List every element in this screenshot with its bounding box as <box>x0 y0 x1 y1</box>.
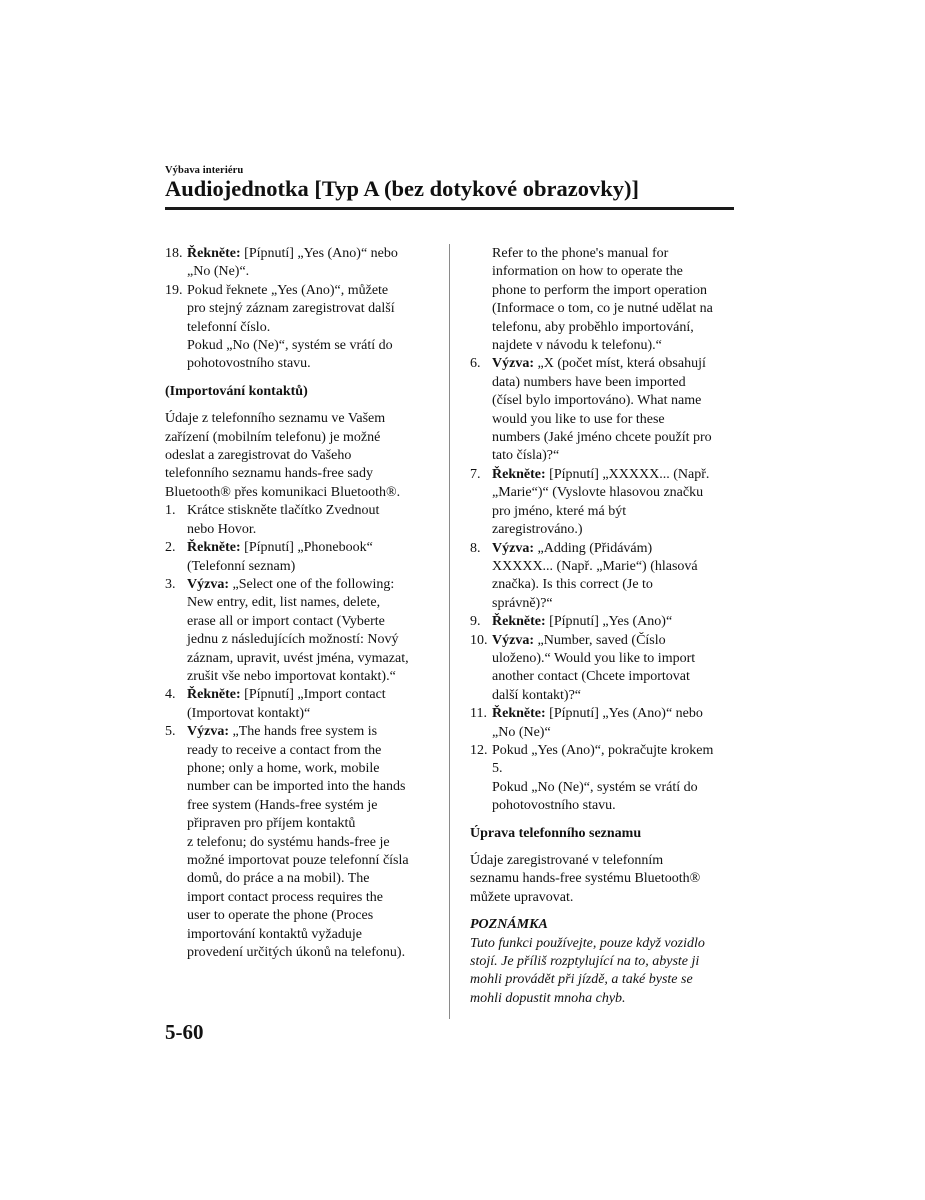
title-rule <box>165 207 734 210</box>
step-8: 8. Výzva: „Adding (Přidávám) XXXXX... (Např. „Marie“) (hlasová značka). Is this correct (Je to správně)?“ <box>470 540 698 611</box>
step-10: 10. Výzva: „Number, saved (Číslo uloženo).“ Would you like to import another contact (Chcete importovat další kontakt)?“ <box>470 632 696 703</box>
note-box: POZNÁMKA Tuto funkci používejte, pouze když vozidlo stojí. Je příliš rozptylující na to, abyste ji mohli provádět při jízdě, a také byste se mohli dopustit mnoha chyb. <box>470 916 735 1008</box>
step-1: 1. Krátce stiskněte tlačítko Zvednout nebo Hovor. <box>165 503 380 537</box>
page-title: Audiojednotka [Typ A (bez dotykové obrazovky)] <box>165 176 639 201</box>
import-intro: Údaje z telefonního seznamu ve Vašem zařízení (mobilním telefonu) je možné odeslat a zaregistrovat do Vašeho telefonního seznamu hands-free sady Bluetooth® přes komunikaci Bluetooth®. <box>165 411 401 500</box>
right-column <box>470 245 735 1008</box>
step-2: 2. Řekněte: [Pípnutí] „Phonebook“ (Telefonní seznam) <box>165 540 373 574</box>
page-number: 5-60 <box>165 1020 204 1044</box>
step-11: 11. Řekněte: [Pípnutí] „Yes (Ano)“ nebo „No (Ne)“ <box>470 706 703 740</box>
step-9: 9. Řekněte: [Pípnutí] „Yes (Ano)“ <box>470 614 673 630</box>
left-column <box>165 245 437 962</box>
import-heading: (Importování kontaktů) <box>165 383 308 399</box>
step-12: 12. Pokud „Yes (Ano)“, pokračujte krokem 5. Pokud „No (Ne)“, systém se vrátí do pohotovostního stavu. <box>470 742 714 814</box>
column-divider <box>449 244 450 1019</box>
step-5: 5. Výzva: „The hands free system is ready to receive a contact from the phone; only a home, work, mobile number can be imported into the hands free system (Hands-free systém je připraven pro příjem kontaktů z telefonu; do systému hands-free je možné importovat pouze telefonní čísla domů, do práce a na mobil). The import contact process requires the user to operate the phone (Proces importování kontaktů vyžaduje provedení určitých úkonů na telefonu). <box>165 724 409 961</box>
step-18: 18. Řekněte: [Pípnutí] „Yes (Ano)“ nebo „No (Ne)“. <box>165 246 398 280</box>
edit-heading: Úprava telefonního seznamu <box>470 825 642 841</box>
step-7: 7. Řekněte: [Pípnutí] „XXXXX... (Např. „Marie“)“ (Vyslovte hlasovou značku pro jméno, které má být zaregistrováno.) <box>470 466 710 538</box>
section-label: Výbava interiéru <box>165 165 244 176</box>
edit-paragraph: Údaje zaregistrované v telefonním seznamu hands-free systému Bluetooth® můžete upravovat. <box>470 853 701 905</box>
step-19: 19. Pokud řeknete „Yes (Ano)“, můžete pro stejný záznam zaregistrovat další telefonní číslo. Pokud „No (Ne)“, systém se vrátí do pohotovostního stavu. <box>165 282 395 372</box>
step-5-continued: Refer to the phone's manual for information on how to operate the phone to perform the import operation (Informace o tom, co je nutné udělat na telefonu, aby proběhlo importování, najdete v návodu k telefonu).“ <box>492 246 713 354</box>
step-4: 4. Řekněte: [Pípnutí] „Import contact (Importovat kontakt)“ <box>165 687 386 721</box>
note-title: POZNÁMKA <box>470 917 548 933</box>
step-3: 3. Výzva: „Select one of the following: New entry, edit, list names, delete, erase all or import contact (Vyberte jednu z následujících možností: Nový záznam, upravit, uvést jména, vymazat, zrušit vše nebo importovat kontakt).“ <box>165 576 409 684</box>
step-6: 6. Výzva: „X (počet míst, která obsahují data) numbers have been imported (čísel bylo importováno). What name would you like to use for these numbers (Jaké jméno chcete použít pro tato čísla)?“ <box>470 356 712 464</box>
